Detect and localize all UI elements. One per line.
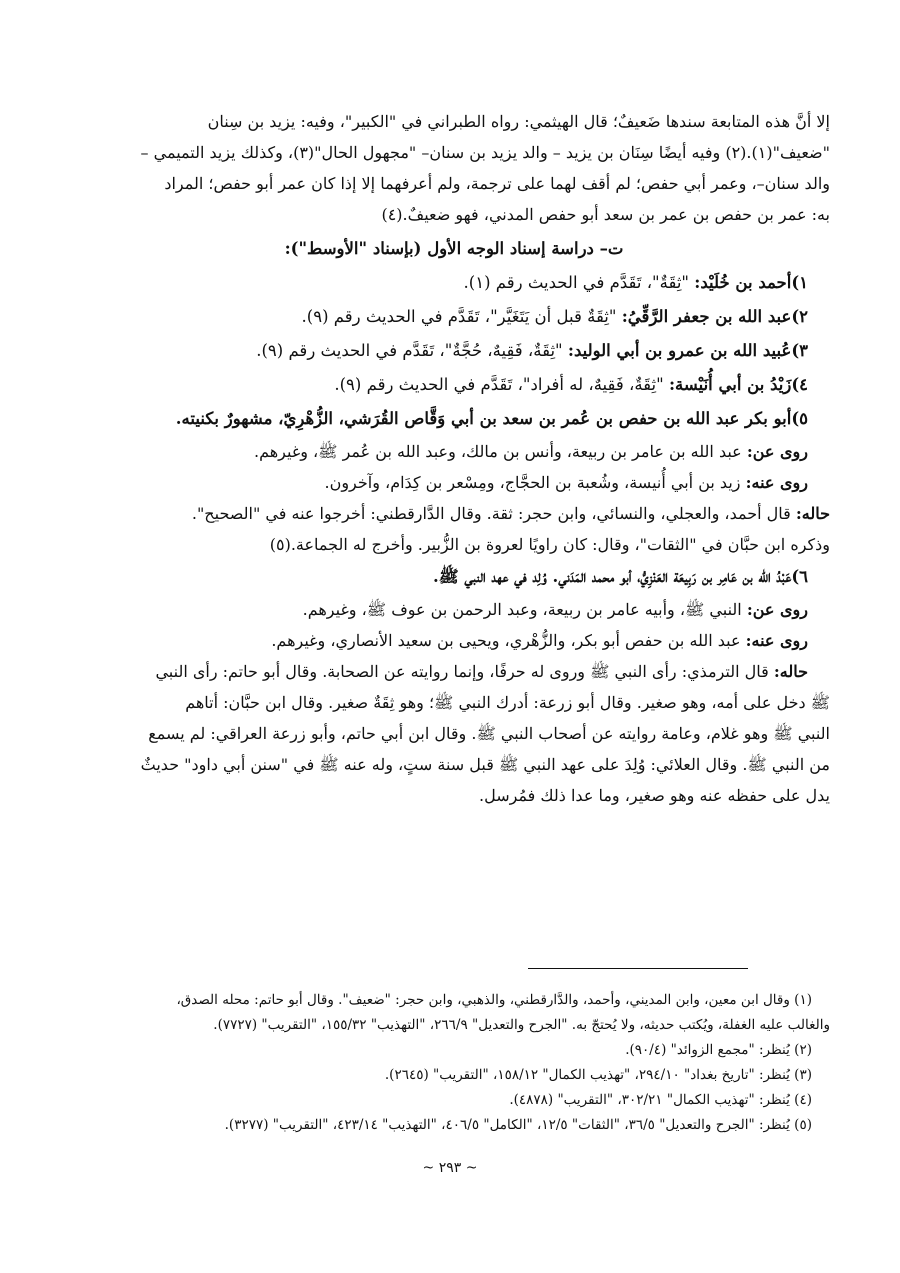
- page-number: ~ ٢٩٣ ~: [422, 1160, 478, 1176]
- narrated-by: [78, 467, 830, 498]
- paragraph-line: إلا أنَّ هذه المتابعة سندها ضَعيفٌ؛ قال الهيثمي: رواه الطبراني في "الكبير"، وفيه: يزيد بن سِنان: [207, 112, 830, 131]
- value: عبد الله بن حفص أبو بكر، والزُّهْري، ويحيى بن سعيد الأنصاري، وغيرهم.: [271, 631, 746, 650]
- status-line: من النبي ﷺ. وقال العلائي: وُلِدَ على عهد النبي ﷺ قبل سنة ستٍ، وله عنه ﷺ في "سنن أبي داود" حديثٌ: [140, 755, 830, 774]
- paragraph-line: والد سنان–، وعمر أبي حفص؛ لم أقف لهما على ترجمة، ولم أعرفهما إلا إذا كان عمر أبو حفص؛ المراد: [164, 174, 830, 193]
- status-line: النبي ﷺ وهو غلام، وعامة روايته عن أصحاب النبي ﷺ. وقال ابن أبي حاتم، وأبو زرعة العراقي: لم يسمع: [148, 724, 830, 743]
- label: روى عنه:: [745, 631, 808, 650]
- narrator-item-5: [78, 402, 830, 436]
- narrator-name: عُبيد الله بن عمرو بن أبي الوليد:: [567, 341, 792, 360]
- narrator-grade: "ثِقَةٌ، فَقِيهٌ، له أفراد"، تَقَدَّم في الحديث رقم (٩).: [334, 375, 669, 394]
- narrator-item-6: [78, 560, 830, 594]
- label: حاله:: [773, 662, 808, 681]
- status-line: يدل على حفظه عنه وهو صغير، وما عدا ذلك فمُرسل.: [478, 786, 830, 805]
- narrated-from: [78, 436, 830, 467]
- value: عبد الله بن عامر بن ربيعة، وأنس بن مالك، وعبد الله بن عُمر ﷺ، وغيرهم.: [254, 442, 747, 461]
- footnote-1: (١) وقال ابن معين، وابن المديني، وأحمد، والدَّارقطني، والذهبي، وابن حجر: "ضعيف". وقال أبو حاتم: محله الصدق،: [176, 992, 812, 1008]
- label: روى عن:: [746, 600, 808, 619]
- value: قال أحمد، والعجلي، والنسائي، وابن حجر: ثقة. وقال الدَّارقطني: أخرجوا عنه في "الصحيح".: [191, 504, 796, 523]
- narrator-item-4: [78, 368, 830, 402]
- item-number: ١): [791, 273, 808, 292]
- label: حاله:: [795, 504, 830, 523]
- status-line: وذكره ابن حبَّان في "الثقات"، وقال: كان راويًا لعروة بن الزُّبير. وأخرج له الجماعة.(٥): [269, 535, 830, 554]
- narrator-name: عبد الله بن جعفر الرَّقِّيُ:: [621, 307, 792, 326]
- section-heading: ت– دراسة إسناد الوجه الأول (بإسناد "الأوسط"):: [284, 239, 624, 258]
- narrator-name: أحمد بن خُلَيْد:: [694, 273, 792, 292]
- narrator-name: زَيْدُ بن أبي أُنَيْسة:: [668, 375, 792, 394]
- narrated-from: [78, 594, 830, 625]
- item-number: ٣): [791, 341, 808, 360]
- footnote-5: (٥) يُنظر: "الجرح والتعديل" ٣٦/٥، "الثقات" ١٢/٥، "الكامل" ٤٠٦/٥، "التهذيب" ٤٢٣/١٤، "التقريب" (٣٢٧٧).: [224, 1117, 812, 1133]
- label: روى عن:: [746, 442, 808, 461]
- narrator-grade: "ثِقَةٌ"، تَقَدَّم في الحديث رقم (١).: [463, 273, 695, 292]
- footnote-1-continued: والغالب عليه الغفلة، ويُكتب حديثه، ولا يُحتجّ به. "الجرح والتعديل" ٢٦٦/٩، "التهذيب" ١٥٥/٣٢، "التقريب" (٧٧٢٧).: [213, 1017, 830, 1033]
- value: النبي ﷺ، وأبيه عامر بن ربيعة، وعبد الرحمن بن عوف ﷺ، وغيرهم.: [302, 600, 747, 619]
- narrator-name: أبو بكر عبد الله بن حفص بن عُمر بن سعد بن أبي وَقَّاص القُرَشي، الزُّهْرِيّ، مشهورٌ بكنيته.: [175, 409, 792, 428]
- status: [78, 498, 830, 529]
- narrator-grade: "ثِقَةٌ، فَقِيهٌ، حُجَّةٌ"، تَقَدَّم في الحديث رقم (٩).: [256, 341, 568, 360]
- narrator-item-1: [78, 266, 830, 300]
- footnote-4: (٤) يُنظر: "تهذيب الكمال" ٣٠٢/٢١، "التقريب" (٤٨٧٨).: [509, 1092, 812, 1108]
- value: قال الترمذي: رأى النبي ﷺ وروى له حرفًا، وإنما روايته عن الصحابة. وقال أبو حاتم: رأى النبي: [155, 662, 774, 681]
- footnote-2: (٢) يُنظر: "مجمع الزوائد" (٩٠/٤).: [625, 1042, 812, 1058]
- status: [78, 656, 830, 687]
- item-number: ٤): [791, 375, 808, 394]
- item-number: ٢): [791, 307, 808, 326]
- narrator-name: عَبْدُ الله بن عَامِر بن رَبِيعَة العَنْزِيُّ، أبو محمد المَدَني. وُلِد في عهد النبي ﷺ.: [433, 567, 792, 586]
- value: زيد بن أبي أُنيسة، وشُعبة بن الحجَّاج، ومِسْعر بن كِدَام، وآخرون.: [324, 473, 746, 492]
- main-text: [78, 106, 830, 811]
- narrator-item-2: [78, 300, 830, 334]
- footnote-separator: [528, 968, 748, 969]
- item-number: ٦): [791, 567, 808, 586]
- narrator-item-3: [78, 334, 830, 368]
- narrator-grade: "ثِقَةٌ قبل أن يَتَغَيَّر"، تَقَدَّم في الحديث رقم (٩).: [301, 307, 622, 326]
- item-number: ٥): [791, 409, 808, 428]
- paragraph-line: به: عمر بن حفص بن عمر بن سعد أبو حفص المدني، فهو ضعيفٌ.(٤): [381, 205, 830, 224]
- narrated-by: [78, 625, 830, 656]
- status-line: ﷺ دخل على أمه، وهو صغير. وقال أبو زرعة: أدرك النبي ﷺ؛ وهو ثِقَةٌ صغير. وقال ابن حبَّان: أتاهم: [185, 693, 830, 712]
- paragraph-line: "ضعيف"(١).(٢) وفيه أيضًا سِنَان بن يزيد – والد يزيد بن سنان– "مجهول الحال"(٣)، وكذلك يزيد التميمي –: [140, 143, 830, 162]
- label: روى عنه:: [745, 473, 808, 492]
- footnotes: [78, 988, 830, 1138]
- footnote-3: (٣) يُنظر: "تاريخ بغداد" ٢٩٤/١٠، "تهذيب الكمال" ١٥٨/١٢، "التقريب" (٢٦٤٥).: [384, 1067, 812, 1083]
